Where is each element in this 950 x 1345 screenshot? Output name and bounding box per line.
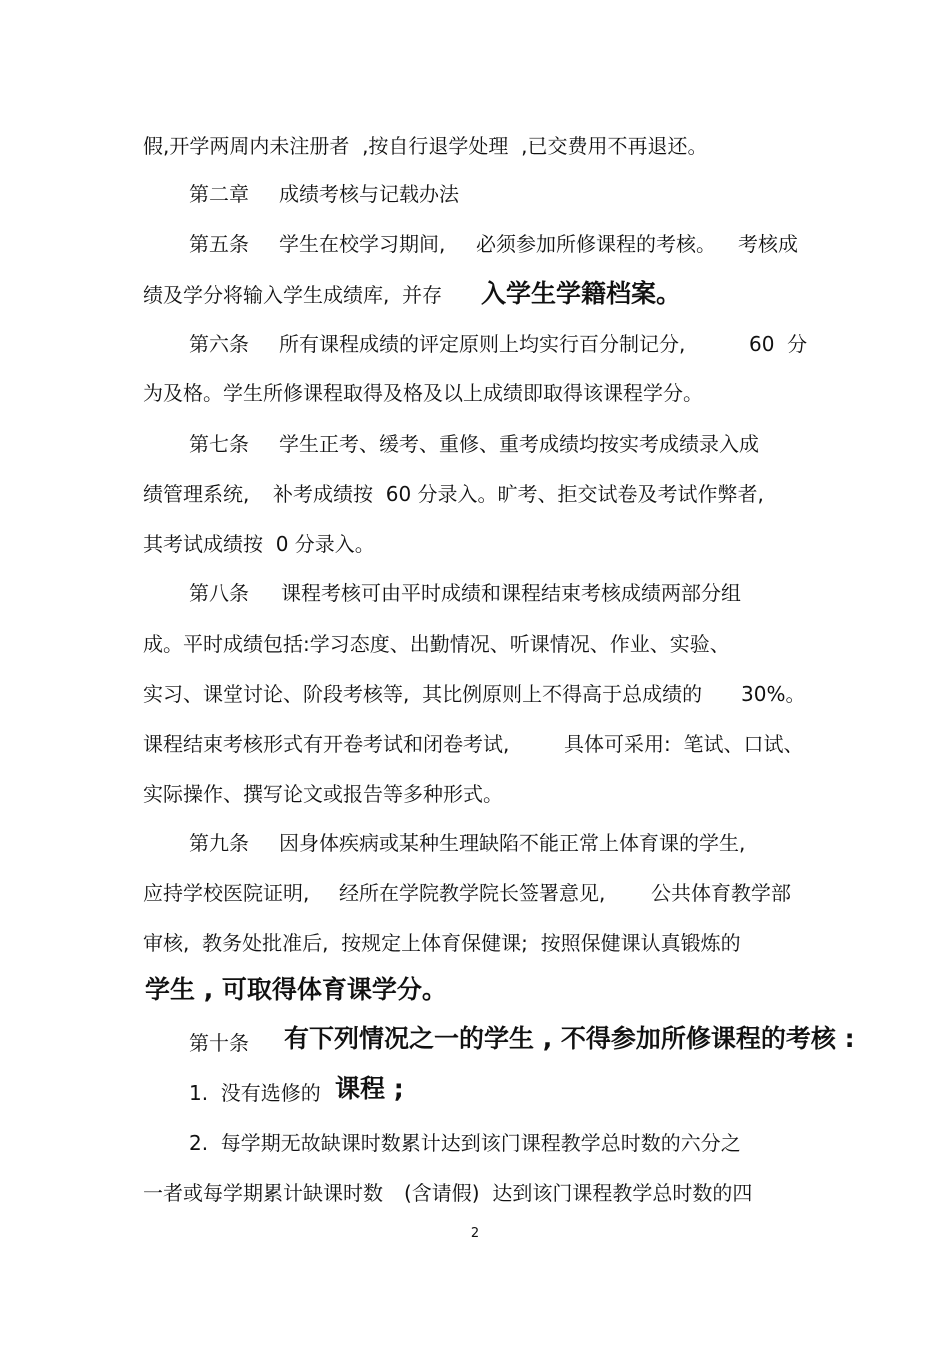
article-9-line: 审核, 教务处批准后, 按规定上体育保健课; 按照保健课认真锻炼的: [143, 931, 741, 955]
article-8-line: 实际操作、撰写论文或报告等多种形式。: [143, 782, 503, 806]
article-6-line: 为及格。学生所修课程取得及格及以上成绩即取得该课程学分。: [143, 381, 703, 405]
article-6-label: 第六条: [189, 332, 249, 356]
article-6-line: 60 分: [749, 332, 808, 356]
article-7-line: 其考试成绩按 0 分录入。: [143, 532, 375, 556]
article-8-line: 具体可采用: 笔试、口试、: [564, 732, 804, 756]
article-9-label: 第九条: [189, 831, 249, 855]
article-5-line: 考核成: [738, 232, 798, 256]
article-9-line-large: 学生 , 可取得体育课学分。: [145, 975, 447, 1004]
article-8-line: 课程考核可由平时成绩和课程结束考核成绩两部分组: [281, 581, 741, 605]
list-item-2: 一者或每学期累计缺课时数: [143, 1181, 383, 1205]
article-9-line: 经所在学院教学院长签署意见,: [339, 881, 606, 905]
article-10-line-large: 有下列情况之一的学生 , 不得参加所修课程的考核 :: [284, 1024, 855, 1053]
article-8-line: 实习、课堂讨论、阶段考核等, 其比例原则上不得高于总成绩的: [143, 682, 703, 706]
article-9-line: 因身体疾病或某种生理缺陷不能正常上体育课的学生,: [279, 831, 746, 855]
article-5-line-large: 入学生学籍档案。: [481, 279, 682, 308]
article-9-line: 应持学校医院证明,: [143, 881, 310, 905]
text-line: 假,开学两周内未注册者 ,按自行退学处理 ,已交费用不再退还。: [143, 134, 708, 158]
article-8-line: 课程结束考核形式有开卷考试和闭卷考试,: [143, 732, 510, 756]
list-item-1-large: 课程 ;: [335, 1074, 404, 1103]
article-8-label: 第八条: [189, 581, 249, 605]
article-5-line: 必须参加所修课程的考核。: [476, 232, 716, 256]
article-8-line: 成。平时成绩包括:学习态度、出勤情况、听课情况、作业、实验、: [143, 632, 730, 656]
article-5-line: 绩及学分将输入学生成绩库, 并存: [143, 283, 443, 307]
article-7-line: 学生正考、缓考、重修、重考成绩均按实考成绩录入成: [279, 432, 759, 456]
list-item-1: 1. 没有选修的: [189, 1081, 321, 1105]
list-item-2: 2. 每学期无故缺课时数累计达到该门课程教学总时数的六分之: [189, 1131, 741, 1155]
article-8-line: 30%。: [741, 682, 806, 706]
chapter-label: 第二章: [189, 182, 249, 206]
page-number: 2: [470, 1226, 480, 1241]
article-7-label: 第七条: [189, 432, 249, 456]
article-5-label: 第五条: [189, 232, 249, 256]
article-5-line: 学生在校学习期间,: [279, 232, 446, 256]
article-7-line: 补考成绩按 60 分录入。旷考、拒交试卷及考试作弊者,: [273, 482, 764, 506]
chapter-title: 成绩考核与记载办法: [279, 182, 459, 206]
article-7-line: 绩管理系统,: [143, 482, 250, 506]
article-10-label: 第十条: [189, 1031, 249, 1055]
article-9-line: 公共体育教学部: [651, 881, 791, 905]
list-item-2: (含请假) 达到该门课程教学总时数的四: [404, 1181, 753, 1205]
article-6-line: 所有课程成绩的评定原则上均实行百分制记分,: [279, 332, 686, 356]
